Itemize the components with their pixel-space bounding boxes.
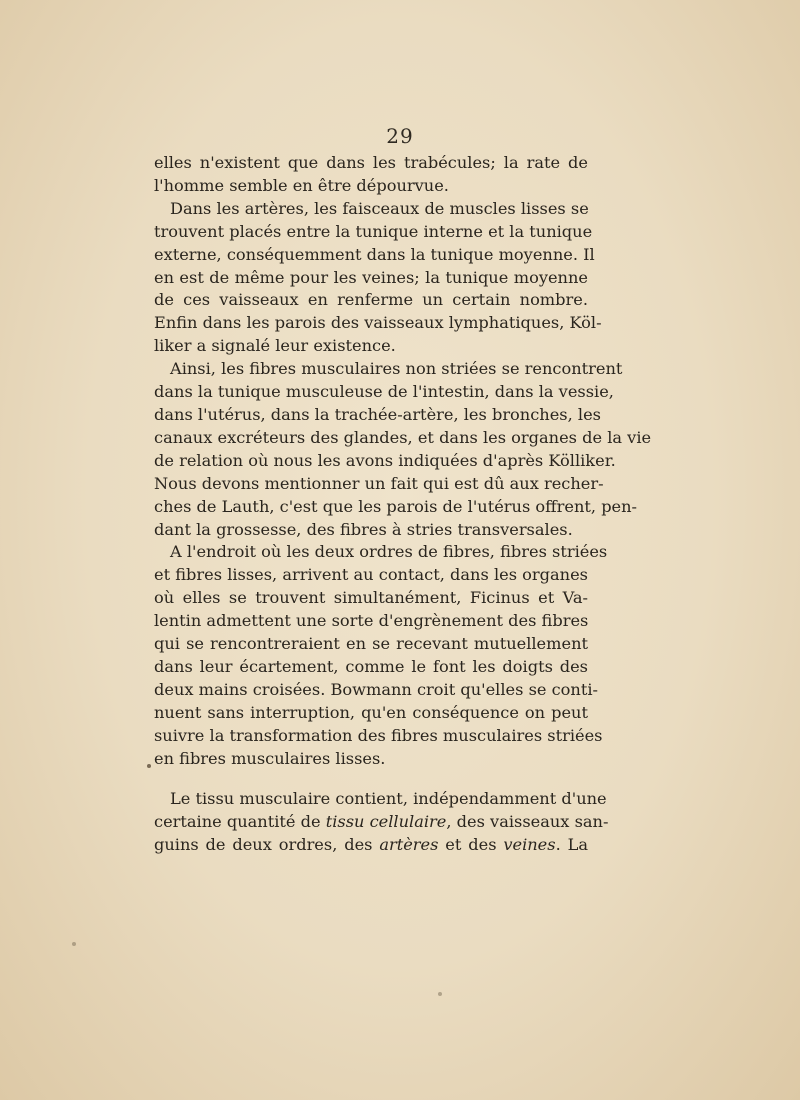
text-line: nuent sans interruption, qu'en conséquence on peut bbox=[154, 702, 588, 722]
italic-term: tissu cellulaire bbox=[325, 812, 447, 832]
text-line: et fibres lisses, arrivent au contact, dans les organes bbox=[154, 565, 588, 585]
text-line: l'homme semble en être dépourvue. bbox=[154, 175, 449, 195]
text-line: Dans les artères, les faisceaux de muscles lisses se bbox=[170, 198, 589, 218]
text-line: dans leur écartement, comme le font les doigts des bbox=[154, 656, 588, 676]
text-line-with-italics: certaine quantité de tissu cellulaire, des vaisseaux san- bbox=[154, 812, 609, 832]
text-line: Le tissu musculaire contient, indépendamment d'une bbox=[170, 789, 607, 809]
margin-mark bbox=[438, 992, 442, 996]
paragraph-2 bbox=[154, 198, 602, 358]
text-line: où elles se trouvent simultanément, Ficinus et Va- bbox=[154, 588, 588, 608]
text-line: Ainsi, les fibres musculaires non striées se rencontrent bbox=[170, 359, 623, 379]
text-line: A l'endroit où les deux ordres de fibres, fibres striées bbox=[170, 542, 608, 562]
page-number: 29 bbox=[386, 124, 414, 148]
paragraph-3 bbox=[154, 358, 652, 541]
text-line: Enfin dans les parois des vaisseaux lymphatiques, Köl- bbox=[154, 313, 602, 333]
text-line: deux mains croisées. Bowmann croit qu'elles se conti- bbox=[154, 679, 598, 699]
margin-mark bbox=[72, 942, 76, 946]
text-line: Nous devons mentionner un fait qui est dû aux recher- bbox=[154, 473, 604, 493]
text-line: suivre la transformation des fibres musculaires striées bbox=[154, 725, 603, 745]
paragraph-1 bbox=[154, 152, 588, 198]
text-line: canaux excréteurs des glandes, et dans les organes de la vie bbox=[154, 427, 652, 447]
text-line: en est de même pour les veines; la tunique moyenne bbox=[154, 267, 588, 287]
italic-term: veines bbox=[503, 835, 556, 855]
body-text bbox=[154, 152, 652, 857]
italic-term: artères bbox=[379, 835, 439, 855]
text-line: dans la tunique musculeuse de l'intestin, dans la vessie, bbox=[154, 382, 614, 402]
text-line: liker a signalé leur existence. bbox=[154, 336, 396, 356]
text-line: dant la grossesse, des fibres à stries transversales. bbox=[154, 519, 573, 539]
text-line: trouvent placés entre la tunique interne et la tunique bbox=[154, 221, 593, 241]
text-line-with-italics: guins de deux ordres, des artères et des veines. La bbox=[154, 835, 588, 855]
paragraph-4 bbox=[154, 541, 608, 770]
text-line: dans l'utérus, dans la trachée-artère, les bronches, les bbox=[154, 404, 601, 424]
text-line: qui se rencontreraient en se recevant mutuellement bbox=[154, 634, 588, 654]
paragraph-5 bbox=[154, 788, 609, 857]
text-line: lentin admettent une sorte d'engrènement des fibres bbox=[154, 611, 589, 631]
text-line: de relation où nous les avons indiquées d'après Kölliker. bbox=[154, 450, 616, 470]
text-line: de ces vaisseaux en renferme un certain nombre. bbox=[154, 290, 588, 310]
text-line: externe, conséquemment dans la tunique moyenne. Il bbox=[154, 244, 595, 264]
text-line: elles n'existent que dans les trabécules; la rate de bbox=[154, 153, 588, 172]
text-line: en fibres musculaires lisses. bbox=[154, 748, 386, 768]
text-line: ches de Lauth, c'est que les parois de l'utérus offrent, pen- bbox=[154, 496, 638, 516]
margin-mark bbox=[147, 764, 151, 768]
